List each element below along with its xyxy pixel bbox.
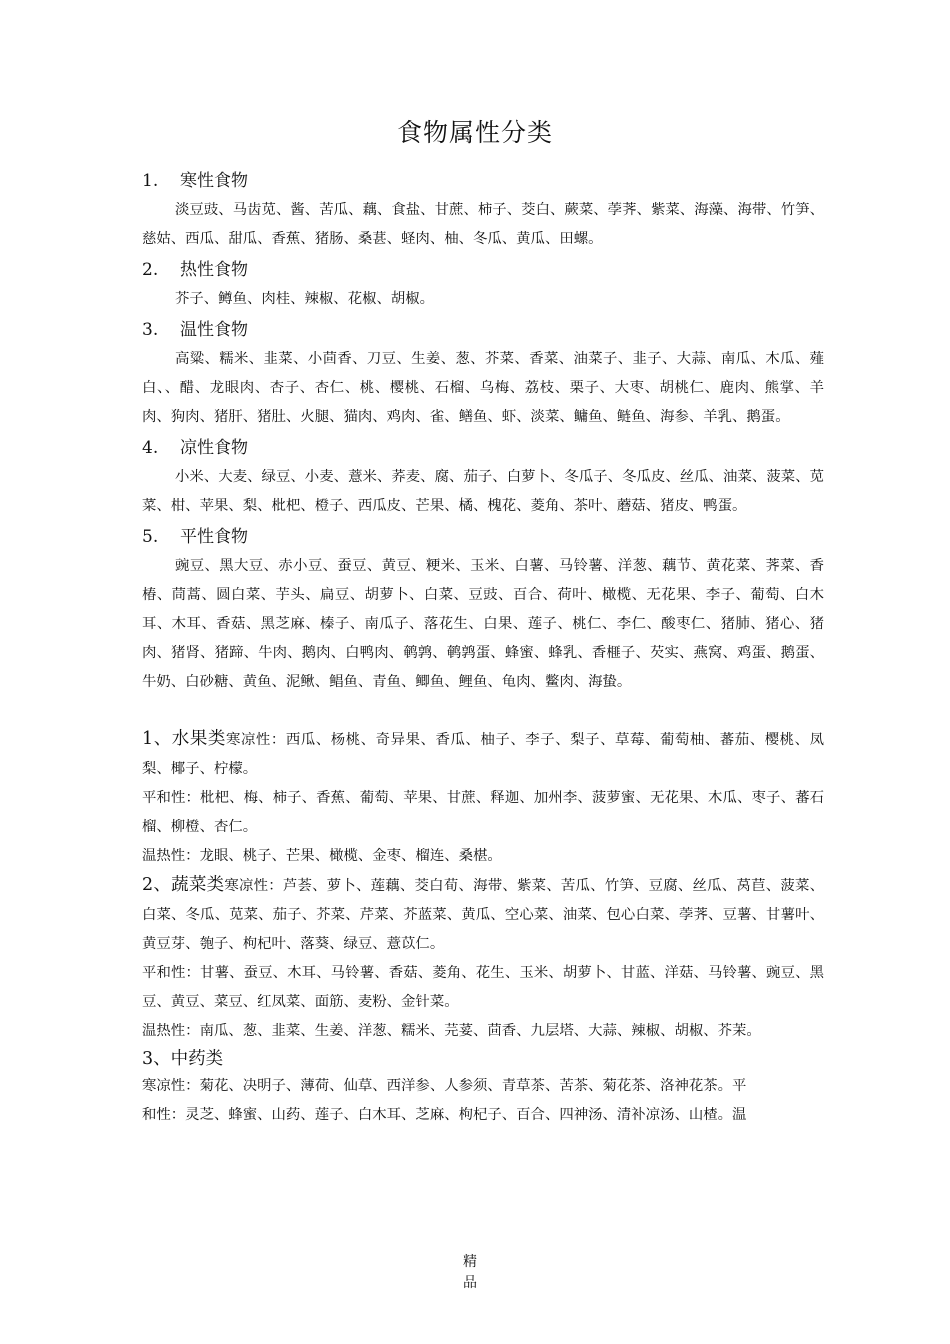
page-footer <box>455 1252 485 1294</box>
section-heading <box>142 523 824 551</box>
category-name: 2、蔬菜类 <box>142 875 225 895</box>
section-title: 热性食物 <box>180 260 248 280</box>
category-warm-line: 温热性：南瓜、葱、韭菜、生姜、洋葱、糯米、芫荽、茴香、九层塔、大蒜、辣椒、胡椒、芥茉。 <box>142 1023 761 1039</box>
category-name: 3、中药类 <box>142 1049 224 1069</box>
footer-char: 精 <box>463 1254 477 1270</box>
section-title: 平性食物 <box>180 527 248 547</box>
footer-char: 品 <box>463 1275 477 1291</box>
section-text: 淡豆豉、马齿苋、酱、苦瓜、藕、食盐、甘蔗、柿子、茭白、蕨菜、荸荠、紫菜、海藻、海带、竹笋、慈姑、西瓜、甜瓜、香蕉、猪肠、桑葚、蛏肉、柚、冬瓜、黄瓜、田螺。 <box>142 202 824 247</box>
category-cold-text: 寒凉性：芦荟、萝卜、莲藕、茭白荀、海带、紫菜、苦瓜、竹笋、豆腐、丝瓜、莴苣、菠菜、白菜、冬瓜、苋菜、茄子、芥菜、芹菜、芥蓝菜、黄瓜、空心菜、油菜、包心白菜、荸荠、豆薯、甘薯叶、黄豆芽、匏子、枸杞叶、落葵、绿豆、薏苡仁。 <box>142 878 824 952</box>
category-herb-line-1: 寒凉性：菊花、决明子、薄荷、仙草、西洋参、人参须、青草茶、苦茶、菊花茶、洛神花茶。平 <box>142 1078 747 1094</box>
section-warm-food <box>142 316 824 432</box>
section-heading <box>142 256 824 284</box>
section-cold-food <box>142 167 824 254</box>
section-heading <box>142 316 824 344</box>
section-hot-food <box>142 256 824 314</box>
category-cold-line <box>142 871 824 959</box>
category-cold-line <box>142 725 824 784</box>
section-number: 5. <box>142 527 159 547</box>
section-title: 寒性食物 <box>180 171 248 191</box>
section-number: 3. <box>142 320 159 340</box>
section-text: 小米、大麦、绿豆、小麦、薏米、荞麦、腐、茄子、白萝卜、冬瓜子、冬瓜皮、丝瓜、油菜、菠菜、苋菜、柑、苹果、梨、枇杷、橙子、西瓜皮、芒果、橘、槐花、菱角、茶叶、蘑菇、猪皮、鸭蛋。 <box>142 469 824 514</box>
section-title: 凉性食物 <box>180 438 248 458</box>
section-text: 芥子、鳟鱼、肉桂、辣椒、花椒、胡椒。 <box>175 291 435 307</box>
category-herb <box>142 1046 824 1130</box>
category-fruit <box>142 725 824 871</box>
section-text: 豌豆、黑大豆、赤小豆、蚕豆、黄豆、粳米、玉米、白薯、马铃薯、洋葱、藕节、黄花菜、荠菜、香椿、茼蒿、圆白菜、芋头、扁豆、胡萝卜、白菜、豆豉、百合、荷叶、橄榄、无花果、李子、葡萄、白木耳、木耳、香菇、黑芝麻、榛子、南瓜子、落花生、白果、莲子、桃仁、李仁、酸枣仁、猪肺、猪心、猪肉、猪肾、猪蹄、牛肉、鹅肉、白鸭肉、鹌鹑、鹌鹑蛋、蜂蜜、蜂乳、香榧子、芡实、燕窝、鸡蛋、鹅蛋、牛奶、白砂糖、黄鱼、泥鳅、鲳鱼、青鱼、鲫鱼、鲤鱼、龟肉、鳖肉、海蛰。 <box>142 558 824 690</box>
section-number: 4. <box>142 438 159 458</box>
document-body <box>142 165 824 1130</box>
section-text: 高粱、糯米、韭菜、小茴香、刀豆、生姜、葱、芥菜、香菜、油菜子、韭子、大蒜、南瓜、木瓜、薤白、、醋、龙眼肉、杏子、杏仁、桃、樱桃、石榴、乌梅、荔枝、栗子、大枣、胡桃仁、鹿肉、熊掌、羊肉、狗肉、猪肝、猪肚、火腿、猫肉、鸡肉、雀、鳝鱼、虾、淡菜、鳙鱼、鲢鱼、海参、羊乳、鹅蛋。 <box>142 351 824 425</box>
category-neutral-line: 平和性：甘薯、蚕豆、木耳、马铃薯、香菇、菱角、花生、玉米、胡萝卜、甘蓝、洋菇、马铃薯、豌豆、黑豆、黄豆、菜豆、红凤菜、面筋、麦粉、金针菜。 <box>142 965 824 1010</box>
category-warm-line: 温热性：龙眼、桃子、芒果、橄榄、金枣、榴连、桑椹。 <box>142 848 502 864</box>
spacer <box>142 697 824 725</box>
category-neutral-line: 平和性：枇杷、梅、柿子、香蕉、葡萄、苹果、甘蔗、释迦、加州李、菠萝蜜、无花果、木瓜、枣子、蕃石榴、柳橙、杏仁。 <box>142 790 824 835</box>
section-number: 1. <box>142 171 159 191</box>
category-vegetable <box>142 871 824 1046</box>
section-number: 2. <box>142 260 159 280</box>
section-cool-food <box>142 434 824 521</box>
category-name: 1、水果类 <box>142 729 226 749</box>
category-cold-text: 寒凉性：西瓜、杨桃、奇异果、香瓜、柚子、李子、梨子、草莓、葡萄柚、蕃茄、樱桃、凤梨、椰子、柠檬。 <box>142 732 824 777</box>
section-heading <box>142 434 824 462</box>
page-title: 食物属性分类 <box>396 118 553 147</box>
section-neutral-food <box>142 523 824 697</box>
section-heading <box>142 167 824 195</box>
section-title: 温性食物 <box>180 320 248 340</box>
category-herb-line-2: 和性：灵芝、蜂蜜、山药、莲子、白木耳、芝麻、枸杞子、百合、四神汤、清补凉汤、山楂。温 <box>142 1107 747 1123</box>
